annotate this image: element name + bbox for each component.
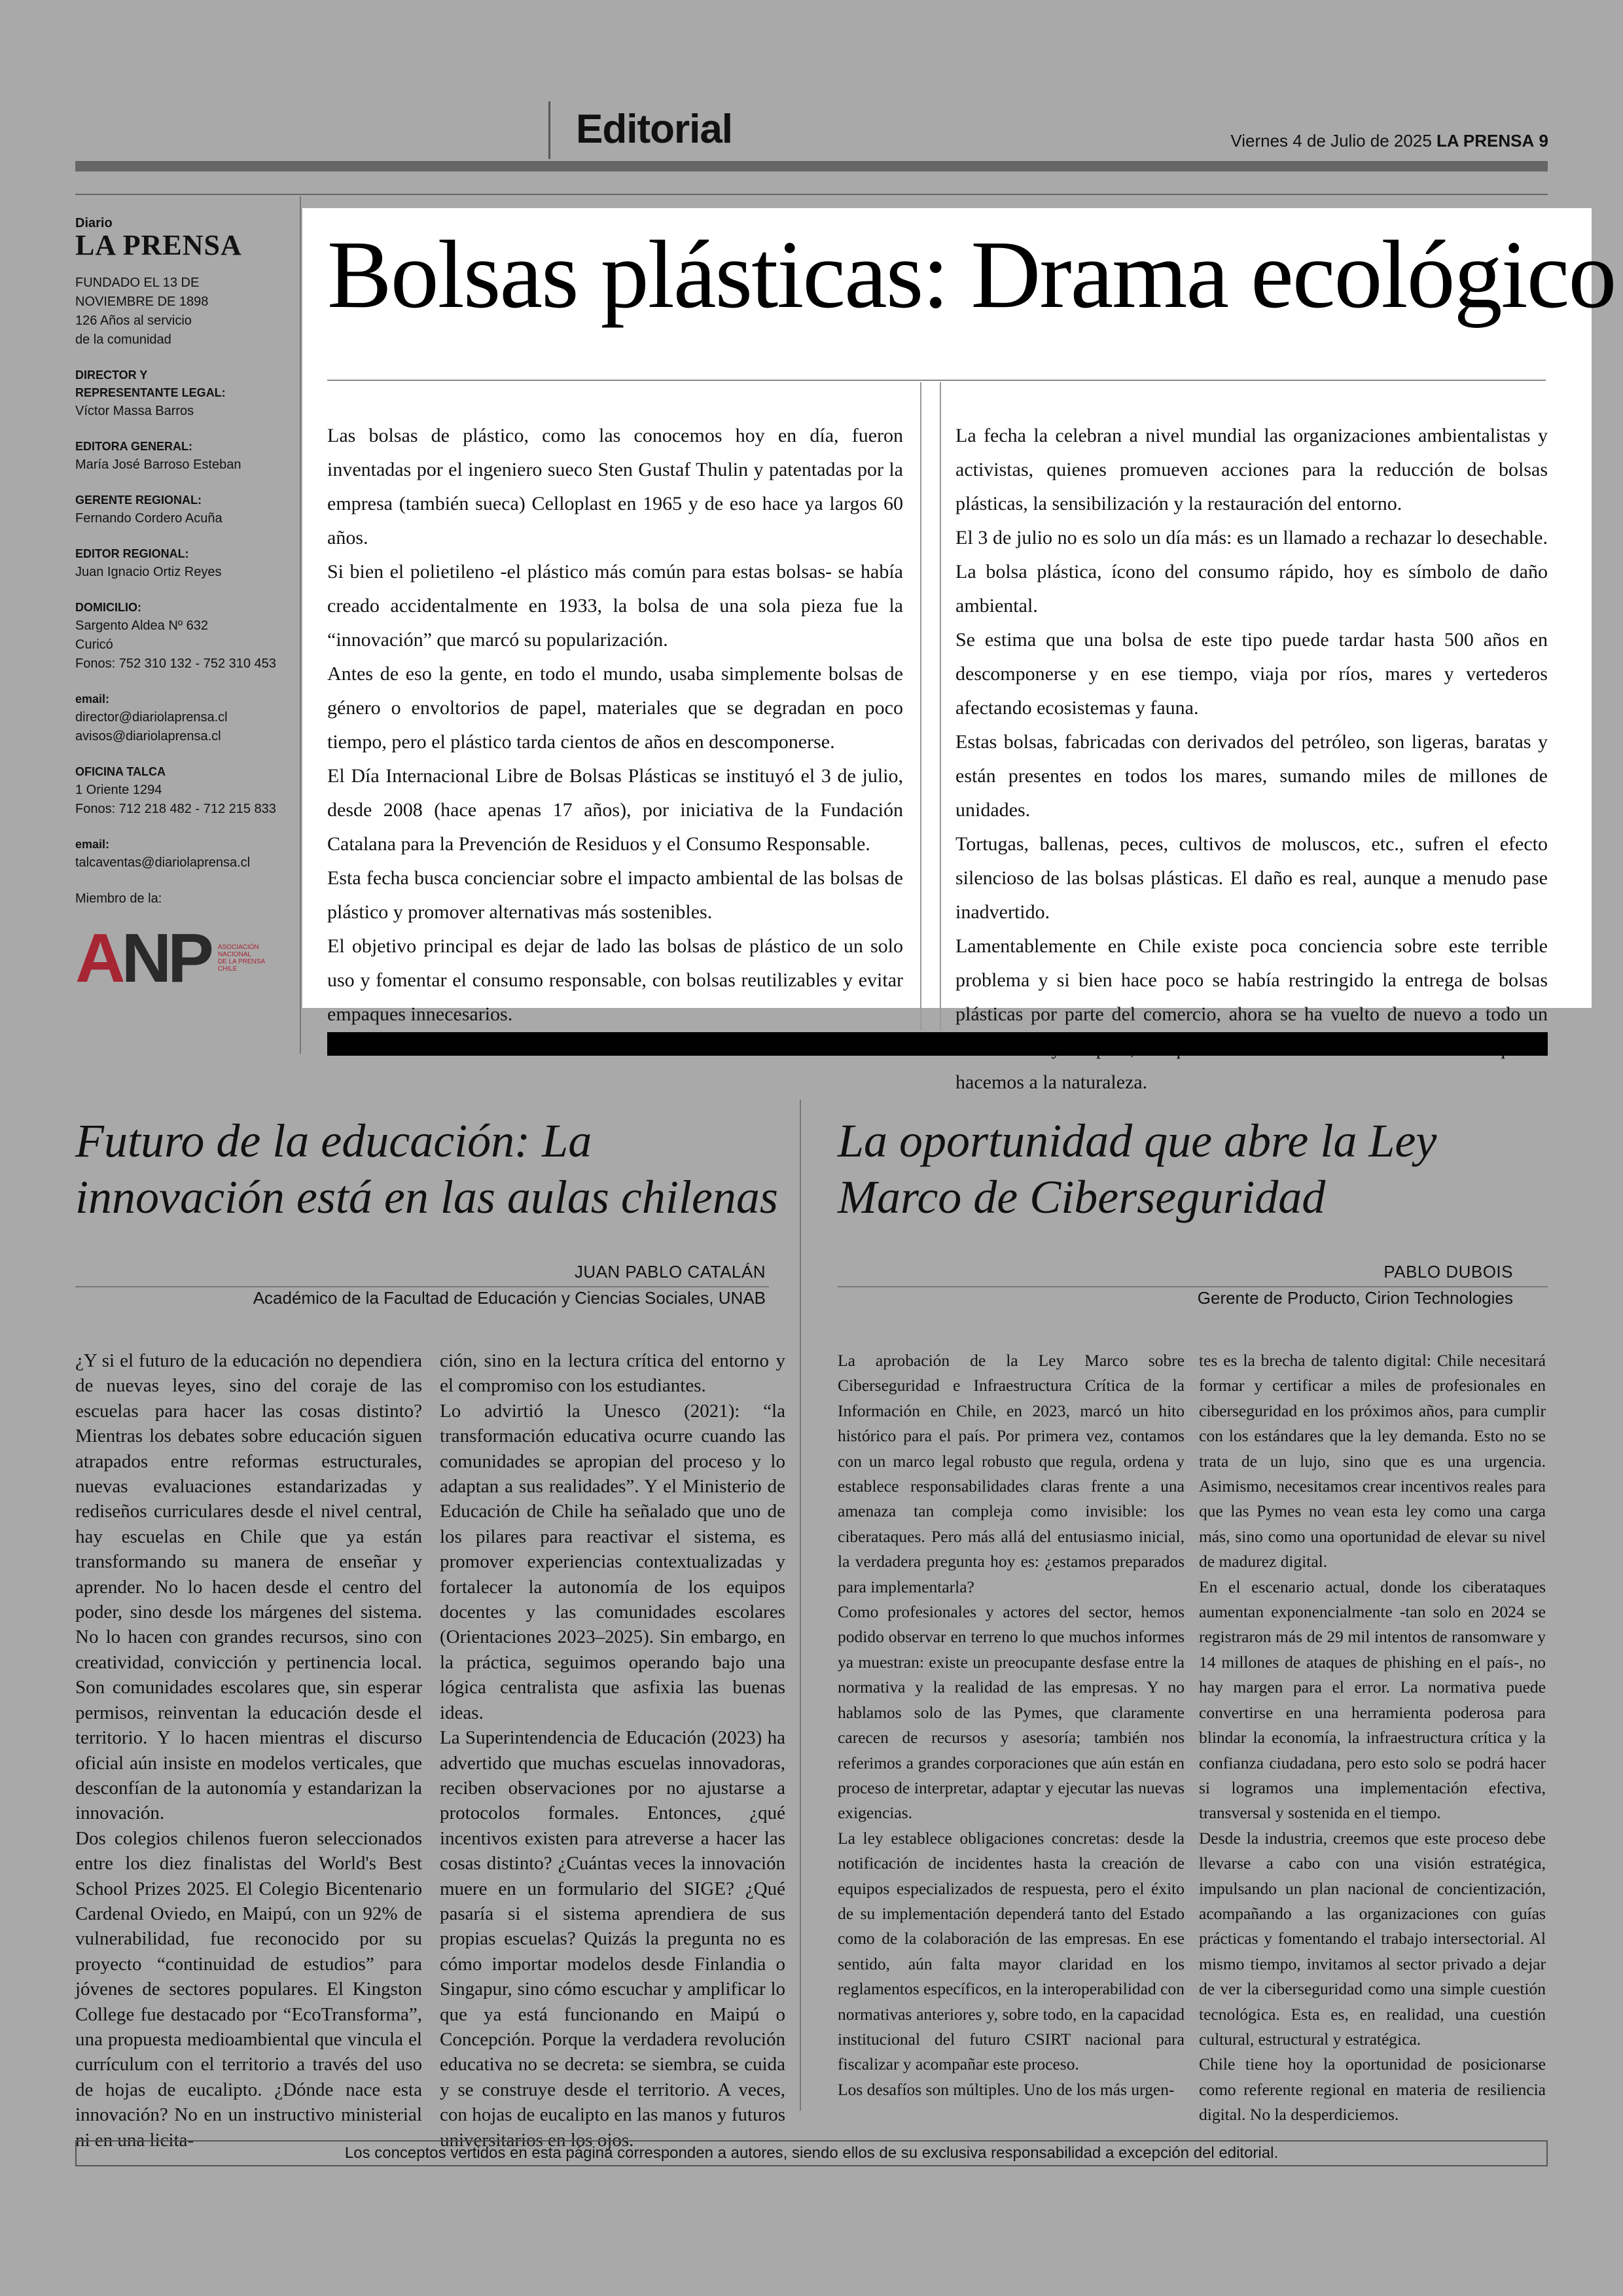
staff-label: OFICINA TALCA <box>75 765 166 778</box>
anp-logo-text: ASOCIACIÓN NACIONAL DE LA PRENSA CHILE <box>217 944 266 973</box>
paragraph: La fecha la celebran a nivel mundial las organizaciones ambientalistas y activistas, quienes promueven acciones para la reducción de bolsas plásticas, la sensibilización y la restauración del entorno. <box>955 425 1548 514</box>
paragraph: El Día Internacional Libre de Bolsas Plásticas se instituyó el 3 de julio, desde 2008 (hace apenas 17 años), por iniciativa de la Fundación Catalana para la Prevención de Residuos y el Consumo Responsable. <box>327 765 903 855</box>
paragraph: El objetivo principal es dejar de lado las bolsas de plástico de un solo uso y fomentar el consumo responsable, con bolsas reutilizables y evitar empaques innecesarios. <box>327 935 903 1025</box>
staff-value: Fernando Cordero Acuña <box>75 511 223 526</box>
paragraph: La ley establece obligaciones concretas: desde la notificación de incidentes hasta la creación de equipos especializados de respuesta, pero el éxito de su implementación dependerá tanto del Estado como de la colaboración de las empresas. En ese sentido, aún falta mayor claridad en los reglamentos específicos, en la interoperabilidad con normativas anteriores y, sobre todo, en la capacidad institucional del futuro CSIRT nacional para fiscalizar y acompañar este proceso. <box>838 1828 1185 2074</box>
header-rule <box>75 161 1548 171</box>
staff-entry <box>75 836 291 872</box>
paragraph: ¿Y si el futuro de la educación no dependiera de nuevas leyes, sino del coraje de las escuelas para hacer las cosas distinto? Mientras los debates sobre educación siguen atrapados entre reformas estructurales, nuevas evaluaciones estandarizadas y rediseños curriculares desde el nivel central, hay escuelas en Chile que ya están transformando su manera de enseñar y aprender. No lo hacen desde el centro del poder, sino desde los márgenes del sistema. No lo hacen con grandes recursos, sino con creatividad, convicción y pertinencia local. Son comunidades escolares que, sin esperar permisos, reinventan la educación desde el territorio. Y lo hacen mientras el discurso oficial aún insiste en modelos verticales, que desconfían de la autonomía y estandarizan la innovación. <box>75 1350 422 1824</box>
staff-value: Fonos: 712 218 482 - 712 215 833 <box>75 802 276 816</box>
page-number: 9 <box>1539 131 1548 151</box>
article1-title: Futuro de la educación: La innovación está en las aulas chilenas <box>75 1115 778 1223</box>
anp-logo <box>75 920 291 997</box>
article2-column-2 <box>1199 1348 1546 2128</box>
header-divider <box>548 101 550 159</box>
staff-entry <box>75 367 291 421</box>
paper-name: LA PRENSA <box>1436 131 1535 151</box>
paragraph: Las bolsas de plástico, como las conocemos hoy en día, fueron inventadas por el ingeniero sueco Sten Gustaf Thulin y patentadas por la empresa (también sueca) Celloplast en 1965 y de eso hace ya largos 60 años. <box>327 425 903 548</box>
paragraph: ción, sino en la lectura crítica del entorno y el compromiso con los estudiantes. <box>440 1350 785 1397</box>
staff-entry <box>75 492 291 528</box>
staff-label: EDITORA GENERAL: <box>75 440 193 453</box>
staff-label: DOMICILIO: <box>75 601 141 614</box>
editorial-headline: Bolsas plásticas: Drama ecológico <box>327 221 1616 329</box>
staff-label: email: <box>75 692 110 706</box>
staff-entry <box>75 438 291 475</box>
paragraph: Esta fecha busca concienciar sobre el impacto ambiental de las bolsas de plástico y promover alternativas más sostenibles. <box>327 867 903 923</box>
staff-value: María José Barroso Esteban <box>75 457 241 472</box>
staff-value: Curicó <box>75 637 113 652</box>
paragraph: Dos colegios chilenos fueron seleccionados entre los diez finalistas del World's Best School Prizes 2025. El Colegio Bicentenario Cardenal Oviedo, en Maipú, con un 92% de vulnerabilidad, fue reconocido por su proyecto “continuidad de estudios” para jóvenes de sectores populares. El Kingston College fue destacado por “EcoTransforma”, una propuesta medioambiental que vincula el currículum con el territorio a través del uso de hojas de eucalipto. ¿Dónde nace esta innovación? No en un instructivo ministerial ni en una licita- <box>75 1827 422 2151</box>
paragraph: Los desafíos son múltiples. Uno de los más urgen- <box>838 2079 1175 2099</box>
paragraph: La aprobación de la Ley Marco sobre Ciberseguridad e Infraestructura Crítica de la Información en Chile, en 2023, marcó un hito histórico para el país. Por primera vez, contamos con un marco legal robusto que regula, ordena y establece responsabilidades claras frente a una amenaza tan compleja como invisible: los ciberataques. Pero más allá del entusiasmo inicial, la verdadera pregunta hoy es: ¿estamos preparados para implementarla? <box>838 1351 1185 1596</box>
paragraph: El 3 de julio no es solo un día más: es un llamado a rechazar lo desechable. La bolsa plástica, ícono del consumo rápido, hoy es símbolo de daño ambiental. <box>955 527 1548 617</box>
header-thin-rule <box>75 194 1548 195</box>
dateline <box>1230 131 1548 151</box>
editorial-column-left <box>327 419 903 1031</box>
staff-label: DIRECTOR Y <box>75 368 148 382</box>
editorial-column-divider <box>940 382 941 1030</box>
anp-logo-np: NP <box>121 920 210 997</box>
paragraph: Chile tiene hoy la oportunidad de posicionarse como referente regional en materia de resiliencia digital. No la desperdiciemos. <box>1199 2054 1546 2125</box>
founded-info: FUNDADO EL 13 DE NOVIEMBRE DE 1898 126 Años al servicio de la comunidad <box>75 276 209 347</box>
paragraph: Si bien el polietileno -el plástico más común para estas bolsas- se había creado accidentalmente en 1933, la bolsa de una sola pieza fue la “innovación” que marcó su popularización. <box>327 561 903 651</box>
staff-value: Sargento Aldea Nº 632 <box>75 619 209 633</box>
paragraph: tes es la brecha de talento digital: Chile necesitará formar y certificar a miles de profesionales en ciberseguridad en los próximos años, para cumplir con los estándares que la ley demanda. Esto no se trata de un lujo, sino que es una urgencia. Asimismo, necesitamos crear incentivos reales para que las Pymes no vean esta ley como una carga más, sino como una oportunidad de elevar su nivel de madurez digital. <box>1199 1351 1546 1571</box>
staff-value: talcaventas@diariolaprensa.cl <box>75 855 251 870</box>
article1-rule <box>75 1286 769 1287</box>
staff-value: Juan Ignacio Ortiz Reyes <box>75 565 222 579</box>
staff-value: avisos@diariolaprensa.cl <box>75 729 221 744</box>
masthead-superscript: Diario <box>75 216 113 230</box>
editorial-rule <box>327 380 1546 381</box>
member-label: Miembro de la: <box>75 891 162 906</box>
anp-logo-a: A <box>75 920 122 997</box>
article1-column-2 <box>440 1348 785 2153</box>
paragraph: Desde la industria, creemos que este proceso debe llevarse a cabo con una visión estratégica, impulsando un plan nacional de concientización, acompañando a las organizaciones con guías prácticas y fomentando el trabajo intersectorial. Al mismo tiempo, invitamos al sector privado a dejar de ver la ciberseguridad como una simple cuestión tecnológica. Esta es, en realidad, una cuestión cultural, estructural y estratégica. <box>1199 1828 1546 2049</box>
editorial-column-divider <box>920 382 921 1030</box>
staff-value: Fonos: 752 310 132 - 752 310 453 <box>75 656 276 671</box>
sidebar-divider <box>300 196 301 1054</box>
staff-label: EDITOR REGIONAL: <box>75 547 189 560</box>
article1-role: Académico de la Facultad de Educación y Ciencias Sociales, UNAB <box>253 1288 766 1308</box>
article2-author: PABLO DUBOIS <box>1383 1262 1513 1282</box>
staff-label: REPRESENTANTE LEGAL: <box>75 386 226 399</box>
article1-column-1 <box>75 1348 422 2153</box>
paragraph: Antes de eso la gente, en todo el mundo, usaba simplemente bolsas de género o envoltorios de papel, materiales que se degradan en poco tiempo, pero el plástico tarda cientos de años en descomponerse. <box>327 663 903 753</box>
paragraph: Lamentablemente en Chile existe poca conciencia sobre este terrible problema y si bien hace poco se había restringido la entrega de bolsas plásticas por parte del comercio, ahora se ha vuelto de nuevo a todo un hacemos a la naturaleza. <box>955 935 1548 1093</box>
staff-label: email: <box>75 838 110 851</box>
staff-value: director@diariolaprensa.cl <box>75 710 228 725</box>
masthead-name: LA PRENSA <box>75 229 242 261</box>
disclaimer-box: Los conceptos vertidos en esta página corresponden a autores, siendo ellos de su exclusiva responsabilidad a excepción del editorial. <box>75 2140 1548 2166</box>
staff-entry <box>75 763 291 819</box>
staff-entry <box>75 691 291 746</box>
article2-role: Gerente de Producto, Cirion Technologies <box>1197 1288 1513 1308</box>
staff-entry <box>75 545 291 582</box>
paragraph: Tortugas, ballenas, peces, cultivos de moluscos, etc., sufren el efecto silencioso de las bolsas plásticas. El daño es real, aunque a menudo pase inadvertido. <box>955 833 1548 923</box>
staff-list <box>75 367 291 872</box>
article2-column-1 <box>838 1348 1185 2102</box>
article1-author: JUAN PABLO CATALÁN <box>574 1262 766 1282</box>
paragraph: La Superintendencia de Educación (2023) ha advertido que muchas escuelas innovadoras, reciben observaciones por no ajustarse a protocolos formales. Entonces, ¿qué incentivos existen para atreverse a hacer las cosas distinto? ¿Cuántas veces la innovación muere en un formulario del SIGE? ¿Qué pasaría si el sistema aprendiera de sus propias escuelas? Quizás la pregunta no es cómo importar modelos desde Finlandia o Singapur, sino cómo escuchar y amplificar lo que ya está funcionando en Maipú o Concepción. Porque la verdadera revolución educativa no se decreta: se siembra, se cuida y se construye desde el territorio. A veces, con hojas de eucalipto en las manos y futuros universitarios en los ojos. <box>440 1727 785 2151</box>
staff-value: Víctor Massa Barros <box>75 404 194 418</box>
paragraph: Estas bolsas, fabricadas con derivados del petróleo, son ligeras, baratas y están presentes en todos los mares, sumando miles de millones de unidades. <box>955 731 1548 821</box>
paragraph: Como profesionales y actores del sector, hemos podido observar en terreno lo que muchos informes ya muestran: existe un preocupante desfase entre la normativa y la realidad de las empresas. Y no hablamos solo de las Pymes, que claramente carecen de recursos y asesoría; también nos referimos a grandes corporaciones que aún están en proceso de interpretar, adaptar y ejecutar las nuevas exigencias. <box>838 1602 1185 1823</box>
paragraph: Se estima que una bolsa de este tipo puede tardar hasta 500 años en descomponerse y en ese tiempo, viaja por ríos, mares y vertederos afectando ecosistemas y fauna. <box>955 629 1548 719</box>
paragraph: Lo advirtió la Unesco (2021): “la transformación educativa ocurre cuando las comunidades se apropian del proceso y lo adaptan a sus realidades”. Y el Ministerio de Educación de Chile ha señalado que uno de los pilares para reactivar el sistema, es promover experiencias contextualizadas y fortalecer la autonomía de los equipos docentes y las comunidades escolares (Orientaciones 2023–2025). Sin embargo, en la práctica, seguimos operando bajo una lógica centralista que asfixia las buenas ideas. <box>440 1400 785 1723</box>
staff-entry <box>75 599 291 673</box>
paragraph: En el escenario actual, donde los ciberataques aumentan exponencialmente -tan solo en 2024 se registraron más de 29 mil intentos de ransomware y 14 millones de ataques de phishing en el país-, no hay margen para el error. La normativa puede convertirse en una herramienta poderosa para blindar la economía, la infraestructura crítica y la confianza ciudadana, pero esto solo se podrá hacer si logramos una implementación efectiva, transversal y sostenida en el tiempo. <box>1199 1577 1546 1823</box>
articles-divider <box>800 1100 801 2111</box>
staff-label: GERENTE REGIONAL: <box>75 493 202 507</box>
editorial-bottom-bar <box>327 1032 1548 1056</box>
masthead-sidebar <box>75 216 291 997</box>
article2-title: La oportunidad que abre la Ley Marco de Ciberseguridad <box>838 1115 1437 1223</box>
staff-value: 1 Oriente 1294 <box>75 783 162 797</box>
article2-rule <box>838 1286 1548 1287</box>
issue-date: Viernes 4 de Julio de 2025 <box>1230 131 1432 151</box>
section-title: Editorial <box>576 107 733 152</box>
editorial-column-right <box>955 419 1548 1100</box>
